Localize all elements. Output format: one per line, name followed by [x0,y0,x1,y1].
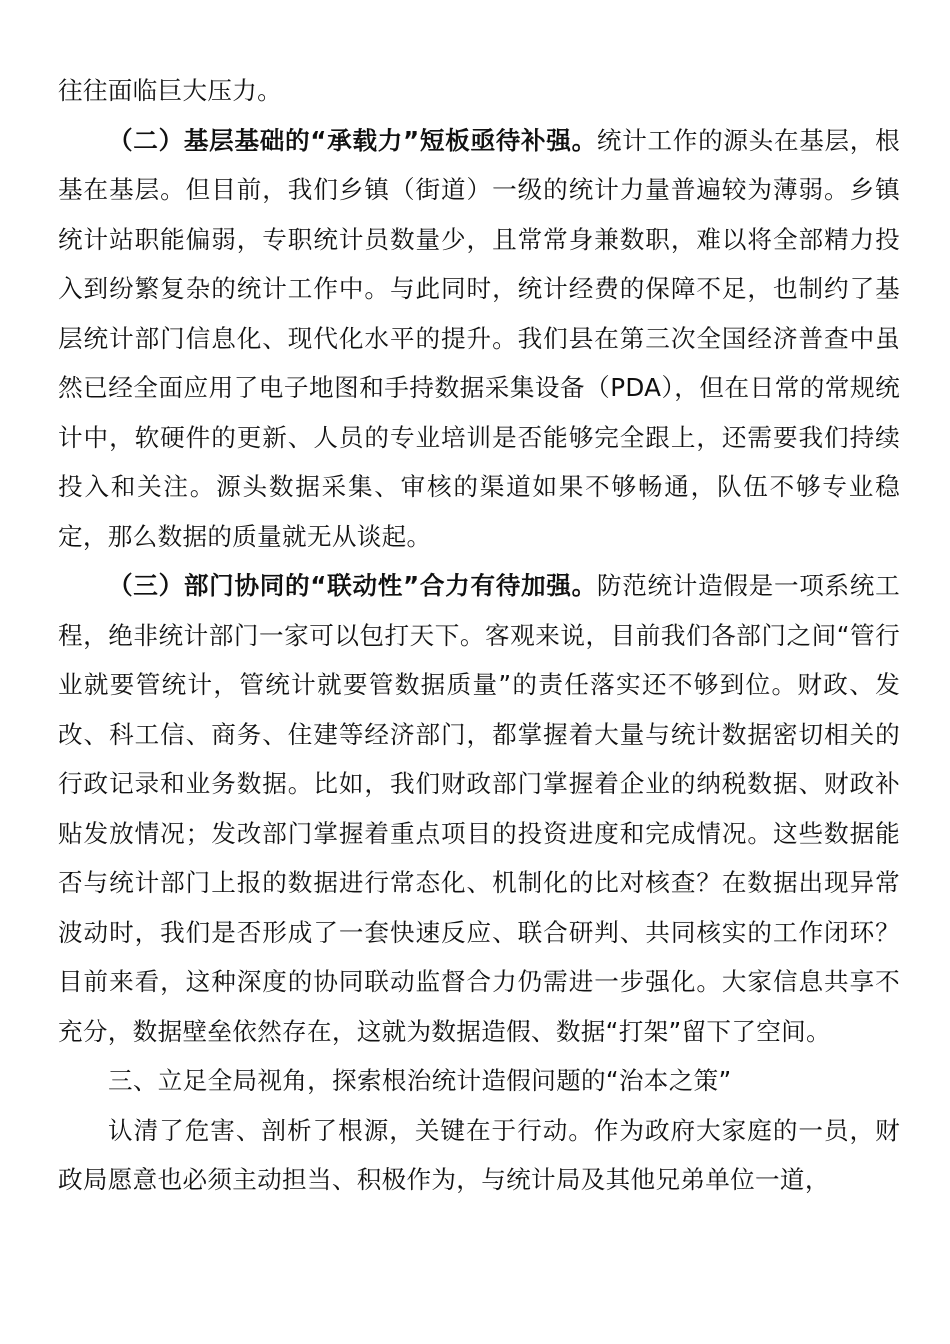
section3-body: 防范统计造假是一项系统工程，绝非统计部门一家可以包打天下。客观来说，目前我们各部门之间“管行业就要管统计，管统计就要管数据质量”的责任落实还不够到位。财政、发改、科工信、商务、住建等经济部门，都掌握着大量与统计数据密切相关的行政记录和业务数据。比如，我们财政部门掌握着企业的纳税数据、财政补贴发放情况；发改部门掌握着重点项目的投资进度和完成情况。这些数据能否与统计部门上报的数据进行常态化、机制化的比对核查？在数据出现异常波动时，我们是否形成了一套快速反应、联合研判、共同核实的工作闭环？目前来看，这种深度的协同联动监督合力仍需进一步强化。大家信息共享不充分，数据壁垒依然存在，这就为数据造假、数据“打架”留下了空间。 [58,571,900,1046]
section3-paragraph [58,561,900,1056]
continuation-text: 往往面临巨大压力。 [58,76,283,105]
part3-intro-paragraph [58,1106,900,1205]
section2-paragraph [58,116,900,562]
part3-heading-text: 三、立足全局视角，探索根治统计造假问题的“治本之策” [108,1066,732,1095]
part3-intro-text: 认清了危害、剖析了根源，关键在于行动。作为政府大家庭的一员，财政局愿意也必须主动担当、积极作为，与统计局及其他兄弟单位一道， [58,1115,900,1194]
section2-heading: （二）基层基础的“承载力”短板亟待补强。 [108,125,597,155]
part3-heading [58,1056,900,1106]
document-page [58,66,900,1205]
section3-heading: （三）部门协同的“联动性”合力有待加强。 [108,571,597,600]
section2-body: 统计工作的源头在基层，根基在基层。但目前，我们乡镇（街道）一级的统计力量普遍较为薄弱。乡镇统计站职能偏弱，专职统计员数量少，且常常身兼数职，难以将全部精力投入到纷繁复杂的统计工作中。与此同时，统计经费的保障不足，也制约了基层统计部门信息化、现代化水平的提升。我们县在第三次全国经济普查中虽然已经全面应用了电子地图和手持数据采集设备（PDA），但在日常的常规统计中，软硬件的更新、人员的专业培训是否能够完全跟上，还需要我们持续投入和关注。源头数据采集、审核的渠道如果不够畅通，队伍不够专业稳定，那么数据的质量就无从谈起。 [58,125,900,551]
continuation-paragraph [58,66,900,116]
